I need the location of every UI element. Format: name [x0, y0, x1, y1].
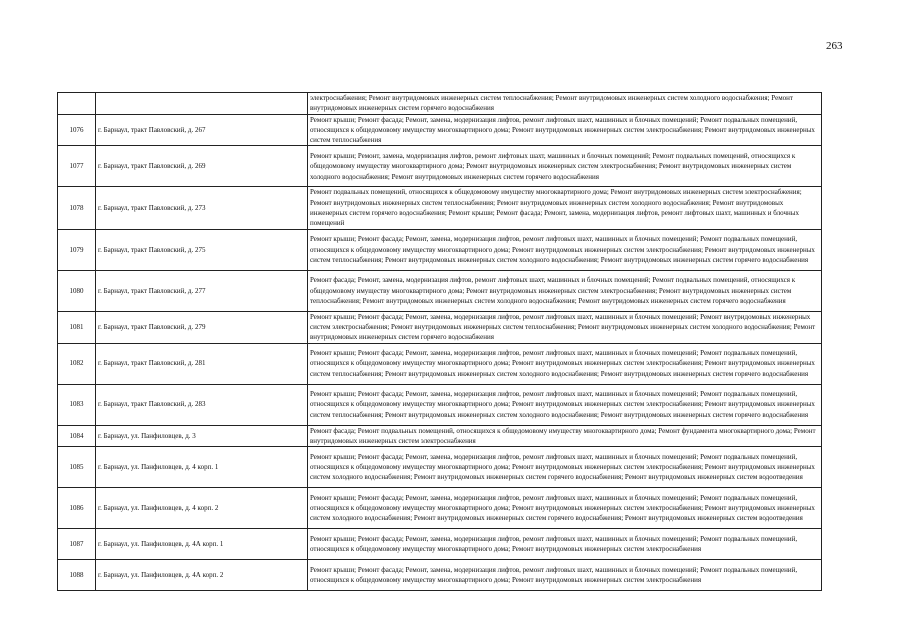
row-works: Ремонт фасада; Ремонт подвальных помещений, относящихся к общедомовому имуществу многоквартирного дома; Ремонт фундамента многоквартирного дома; Ремонт внутридомовых инженерных систем электроснабжения: [308, 425, 822, 447]
row-number: 1081: [58, 311, 96, 343]
row-number: 1080: [58, 270, 96, 311]
row-works: Ремонт крыши; Ремонт фасада; Ремонт, замена, модернизация лифтов, ремонт лифтовых шахт, машинных и блочных помещений; Ремонт подвальных помещений, относящихся к общедомовому имуществу многоквартирного дома; Ремонт внутридомовых инженерных систем электроснабжения; Ремонт внутридомовых инженерных систем холодного водоснабжения; Ремонт внутридомовых инженерных систем горячего водоснабжения; Ремонт внутридомовых инженерных систем водоотведения: [308, 488, 822, 529]
table-row: [58, 560, 822, 591]
row-works: Ремонт крыши; Ремонт фасада; Ремонт, замена, модернизация лифтов, ремонт лифтовых шахт, машинных и блочных помещений; Ремонт подвальных помещений, относящихся к общедомовому имуществу многоквартирного дома; Ремонт внутридомовых инженерных систем электроснабжения: [308, 529, 822, 560]
row-address: г. Барнаул, ул. Панфиловцев, д. 3: [96, 425, 308, 447]
row-works: Ремонт крыши; Ремонт фасада; Ремонт, замена, модернизация лифтов, ремонт лифтовых шахт, машинных и блочных помещений; Ремонт подвальных помещений, относящихся к общедомовому имуществу многоквартирного дома; Ремонт внутридомовых инженерных систем электроснабжения: [308, 560, 822, 591]
repair-register-table: [57, 92, 822, 591]
row-address: г. Барнаул, тракт Павловский, д. 275: [96, 229, 308, 270]
row-number: 1079: [58, 229, 96, 270]
table-row: [58, 447, 822, 488]
row-address: г. Барнаул, ул. Панфиловцев, д. 4 корп. 2: [96, 488, 308, 529]
table-row: [58, 187, 822, 229]
table-row: [58, 229, 822, 270]
row-works: Ремонт подвальных помещений, относящихся к общедомовому имуществу многоквартирного дома; Ремонт внутридомовых инженерных систем электроснабжения; Ремонт внутридомовых инженерных систем теплоснабжения; Ремонт внутридомовых инженерных систем холодного водоснабжения; Ремонт внутридомовых инженерных систем горячего водоснабжения; Ремонт крыши; Ремонт фасада; Ремонт, замена, модернизация лифтов, ремонт лифтовых шахт, машинных и блочных помещений: [308, 187, 822, 229]
row-number: 1085: [58, 447, 96, 488]
row-works: Ремонт крыши; Ремонт фасада; Ремонт, замена, модернизация лифтов, ремонт лифтовых шахт, машинных и блочных помещений; Ремонт подвальных помещений, относящихся к общедомовому имуществу многоквартирного дома; Ремонт внутридомовых инженерных систем электроснабжения; Ремонт внутридомовых инженерных систем холодного водоснабжения; Ремонт внутридомовых инженерных систем горячего водоснабжения; Ремонт внутридомовых инженерных систем водоотведения: [308, 447, 822, 488]
row-number: 1084: [58, 425, 96, 447]
row-number: 1088: [58, 560, 96, 591]
row-number: 1087: [58, 529, 96, 560]
row-address: г. Барнаул, тракт Павловский, д. 269: [96, 146, 308, 187]
row-works: Ремонт крыши; Ремонт фасада; Ремонт, замена, модернизация лифтов, ремонт лифтовых шахт, машинных и блочных помещений; Ремонт подвальных помещений, относящихся к общедомовому имуществу многоквартирного дома; Ремонт внутридомовых инженерных систем электроснабжения; Ремонт внутридомовых инженерных систем теплоснабжения; Ремонт внутридомовых инженерных систем холодного водоснабжения; Ремонт внутридомовых инженерных систем горячего водоснабжения: [308, 384, 822, 425]
row-works: электроснабжения; Ремонт внутридомовых инженерных систем теплоснабжения; Ремонт внутридомовых инженерных систем холодного водоснабжения; Ремонт внутридомовых инженерных систем горячего водоснабжения: [308, 93, 822, 115]
row-works: Ремонт крыши; Ремонт фасада; Ремонт, замена, модернизация лифтов, ремонт лифтовых шахт, машинных и блочных помещений; Ремонт подвальных помещений, относящихся к общедомовому имуществу многоквартирного дома; Ремонт внутридомовых инженерных систем электроснабжения; Ремонт внутридомовых инженерных систем теплоснабжения; Ремонт внутридомовых инженерных систем холодного водоснабжения; Ремонт внутридомовых инженерных систем горячего водоснабжения: [308, 229, 822, 270]
table-row: [58, 270, 822, 311]
row-number: 1086: [58, 488, 96, 529]
row-address: г. Барнаул, тракт Павловский, д. 279: [96, 311, 308, 343]
row-address: г. Барнаул, ул. Панфиловцев, д. 4 корп. 1: [96, 447, 308, 488]
table-row: [58, 384, 822, 425]
row-address: г. Барнаул, тракт Павловский, д. 277: [96, 270, 308, 311]
row-address: г. Барнаул, тракт Павловский, д. 281: [96, 343, 308, 384]
row-works: Ремонт крыши; Ремонт фасада; Ремонт, замена, модернизация лифтов, ремонт лифтовых шахт, машинных и блочных помещений; Ремонт подвальных помещений, относящихся к общедомовому имуществу многоквартирного дома; Ремонт внутридомовых инженерных систем электроснабжения; Ремонт внутридомовых инженерных систем теплоснабжения; Ремонт внутридомовых инженерных систем холодного водоснабжения; Ремонт внутридомовых инженерных систем горячего водоснабжения: [308, 343, 822, 384]
row-address: г. Барнаул, ул. Панфиловцев, д. 4А корп. 1: [96, 529, 308, 560]
table-row: [58, 93, 822, 115]
table-row: [58, 529, 822, 560]
table-row: [58, 488, 822, 529]
row-works: Ремонт фасада; Ремонт, замена, модернизация лифтов, ремонт лифтовых шахт, машинных и блочных помещений; Ремонт подвальных помещений, относящихся к общедомовому имуществу многоквартирного дома; Ремонт внутридомовых инженерных систем электроснабжения; Ремонт внутридомовых инженерных систем теплоснабжения; Ремонт внутридомовых инженерных систем холодного водоснабжения; Ремонт внутридомовых инженерных систем горячего водоснабжения: [308, 270, 822, 311]
row-number: 1078: [58, 187, 96, 229]
row-number: 1076: [58, 114, 96, 146]
row-works: Ремонт крыши; Ремонт фасада; Ремонт, замена, модернизация лифтов, ремонт лифтовых шахт, машинных и блочных помещений; Ремонт подвальных помещений, относящихся к общедомовому имуществу многоквартирного дома; Ремонт внутридомовых инженерных систем электроснабжения; Ремонт внутридомовых инженерных систем теплоснабжения: [308, 114, 822, 146]
table-row: [58, 146, 822, 187]
row-address: г. Барнаул, тракт Павловский, д. 283: [96, 384, 308, 425]
table-row: [58, 311, 822, 343]
row-address: г. Барнаул, ул. Панфиловцев, д. 4А корп. 2: [96, 560, 308, 591]
row-address: г. Барнаул, тракт Павловский, д. 273: [96, 187, 308, 229]
table-row: [58, 343, 822, 384]
page-number: 263: [826, 40, 843, 52]
row-number: 1083: [58, 384, 96, 425]
row-number: 1082: [58, 343, 96, 384]
table-row: [58, 425, 822, 447]
row-address: [96, 93, 308, 115]
row-number: 1077: [58, 146, 96, 187]
row-number: [58, 93, 96, 115]
row-works: Ремонт крыши; Ремонт, замена, модернизация лифтов, ремонт лифтовых шахт, машинных и блочных помещений; Ремонт подвальных помещений, относящихся к общедомовому имуществу многоквартирного дома; Ремонт внутридомовых инженерных систем электроснабжения; Ремонт внутридомовых инженерных систем холодного водоснабжения; Ремонт внутридомовых инженерных систем горячего водоснабжения: [308, 146, 822, 187]
row-address: г. Барнаул, тракт Павловский, д. 267: [96, 114, 308, 146]
row-works: Ремонт крыши; Ремонт фасада; Ремонт, замена, модернизация лифтов, ремонт лифтовых шахт, машинных и блочных помещений; Ремонт внутридомовых инженерных систем электроснабжения; Ремонт внутридомовых инженерных систем теплоснабжения; Ремонт внутридомовых инженерных систем холодного водоснабжения; Ремонт внутридомовых инженерных систем горячего водоснабжения: [308, 311, 822, 343]
table-body: [58, 93, 822, 591]
table-row: [58, 114, 822, 146]
